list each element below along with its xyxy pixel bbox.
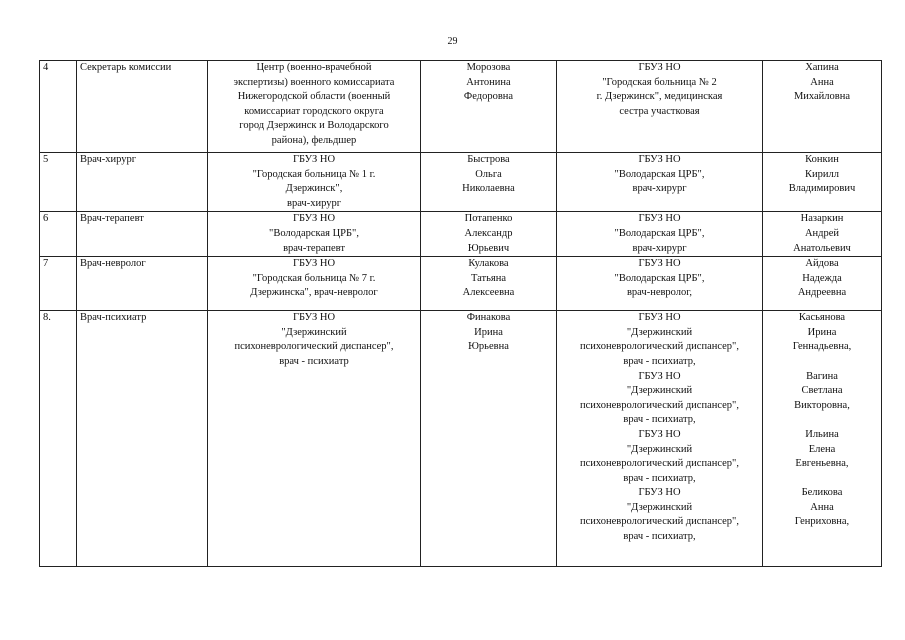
cell-line: Владимирович <box>788 183 856 195</box>
cell-line: Ирина <box>807 326 837 338</box>
cell-line: Михайловна <box>793 91 851 103</box>
cell-line: Касьянова <box>798 312 846 324</box>
cell-line: Николаевна <box>462 183 515 195</box>
cell-text: Врач-психиатр <box>80 312 147 324</box>
cell-line: Дзержинск", <box>285 183 343 195</box>
cell-line <box>766 413 878 428</box>
primary-organization-cell <box>208 257 421 311</box>
cell-line: Ирина <box>474 326 503 338</box>
cell-line: Светлана <box>801 385 843 397</box>
cell-line: ГБУЗ НО <box>638 312 681 324</box>
cell-line: Алексеевна <box>462 287 515 299</box>
table-row <box>40 257 882 311</box>
primary-organization-cell <box>208 311 421 567</box>
primary-member-cell <box>421 257 557 311</box>
cell-line: ГБУЗ НО <box>292 154 336 165</box>
cell-line: Финакова <box>466 312 511 324</box>
cell-line: ГБУЗ НО <box>638 213 681 225</box>
cell-line: Генриховна, <box>794 516 850 528</box>
cell-line: психоневрологический диспансер", <box>580 516 739 528</box>
cell-line: Александр <box>464 227 513 239</box>
primary-member-cell <box>421 311 557 567</box>
primary-member-cell <box>421 61 557 153</box>
cell-line: Конкин <box>805 154 839 165</box>
cell-line: Андреевна <box>797 287 847 299</box>
cell-line: "Володарская ЦРБ", <box>269 227 359 239</box>
cell-line: врач-невролог, <box>626 287 693 299</box>
table-row <box>40 311 882 567</box>
cell-line: ГБУЗ НО <box>638 62 681 73</box>
cell-line: Айдова <box>805 258 839 270</box>
table-row <box>40 212 882 257</box>
position-cell <box>77 61 208 153</box>
cell-line: "Дзержинский <box>626 326 693 338</box>
cell-line: "Дзержинский <box>626 385 693 397</box>
cell-line: "Володарская ЦРБ", <box>614 168 705 180</box>
cell-line: экспертизы) военного комиссариата <box>233 76 395 88</box>
position-cell <box>77 212 208 257</box>
table-row <box>40 61 882 153</box>
cell-line: "Володарская ЦРБ", <box>614 272 705 284</box>
cell-line: Ильина <box>805 428 839 440</box>
cell-line: Федоровна <box>463 91 514 103</box>
cell-line: Андрей <box>804 227 840 239</box>
position-cell <box>77 257 208 311</box>
primary-organization-cell <box>208 61 421 153</box>
cell-text: 4 <box>43 62 49 73</box>
row-number <box>40 153 77 212</box>
cell-line: Морозова <box>466 62 511 73</box>
cell-line: Хапина <box>805 62 839 73</box>
cell-line: Анна <box>810 501 834 513</box>
cell-line: Юрьевич <box>467 242 510 254</box>
cell-text: 8. <box>43 312 51 324</box>
cell-line <box>766 472 878 487</box>
cell-line: врач - психиатр, <box>623 355 696 367</box>
cell-line: Дзержинска", врач-невролог <box>250 287 378 299</box>
cell-text: 6 <box>43 213 49 225</box>
position-cell <box>77 153 208 212</box>
cell-line: ГБУЗ НО <box>292 312 336 324</box>
cell-line: "Дзержинский <box>626 443 693 455</box>
cell-line <box>766 355 878 370</box>
cell-line: врач - психиатр <box>279 355 349 367</box>
cell-text: Врач-терапевт <box>80 213 144 225</box>
cell-line: района), фельдшер <box>271 134 357 146</box>
primary-member-cell <box>421 212 557 257</box>
cell-line: врач - психиатр, <box>623 472 696 484</box>
cell-line: "Дзержинский <box>281 326 347 338</box>
row-number <box>40 257 77 311</box>
cell-line: врач-терапевт <box>283 242 345 254</box>
reserve-member-cell <box>763 61 882 153</box>
reserve-organization-cell <box>557 153 763 212</box>
cell-line: врач-хирург <box>286 197 341 209</box>
reserve-organization-cell <box>557 61 763 153</box>
cell-line: Евгеньевна, <box>795 458 849 470</box>
cell-text: 7 <box>43 258 49 270</box>
cell-line: Елена <box>808 443 836 455</box>
cell-line: Центр (военно-врачебной <box>256 62 372 73</box>
cell-line: Юрьевна <box>468 341 509 353</box>
row-number <box>40 311 77 567</box>
cell-line: город Дзержинск и Володарского <box>239 120 389 132</box>
reserve-member-cell <box>763 257 882 311</box>
cell-line: Кирилл <box>805 168 839 180</box>
cell-line: врач - психиатр, <box>623 414 696 426</box>
cell-line: г. Дзержинск", медицинская <box>596 91 723 103</box>
cell-line: Потапенко <box>464 213 513 225</box>
row-number <box>40 212 77 257</box>
cell-line: психоневрологический диспансер", <box>580 458 739 470</box>
cell-line: психоневрологический диспансер", <box>234 341 394 353</box>
cell-line: Назаркин <box>800 213 844 225</box>
row-number <box>40 61 77 153</box>
cell-line: Татьяна <box>470 272 507 284</box>
page-number: 29 <box>447 36 458 47</box>
cell-line: "Володарская ЦРБ", <box>614 227 705 239</box>
cell-line: Анна <box>810 76 834 88</box>
cell-text: Врач-невролог <box>80 258 146 270</box>
cell-text: 5 <box>43 154 49 165</box>
table-row <box>40 153 882 212</box>
cell-line: ГБУЗ НО <box>638 258 681 270</box>
primary-organization-cell <box>208 212 421 257</box>
cell-line: комиссариат городского округа <box>244 105 384 117</box>
primary-member-cell <box>421 153 557 212</box>
cell-line: Кулакова <box>468 258 509 270</box>
cell-text: Врач-хирург <box>80 154 137 165</box>
cell-line: сестра участковая <box>619 105 700 117</box>
cell-line: "Дзержинский <box>626 501 693 513</box>
cell-line: психоневрологический диспансер", <box>580 341 739 353</box>
cell-line: Викторовна, <box>794 399 850 411</box>
reserve-organization-cell <box>557 212 763 257</box>
cell-line: врач-хирург <box>632 242 687 254</box>
cell-line: "Городская больница № 1 г. <box>252 168 376 180</box>
primary-organization-cell <box>208 153 421 212</box>
cell-line: ГБУЗ НО <box>638 428 681 440</box>
cell-line: Быстрова <box>467 154 510 165</box>
reserve-member-cell <box>763 153 882 212</box>
cell-line: Анатольевич <box>793 242 851 254</box>
cell-line: ГБУЗ НО <box>638 487 681 499</box>
cell-line: врач - психиатр, <box>623 531 696 543</box>
cell-line: Беликова <box>801 487 843 499</box>
cell-line: Надежда <box>802 272 842 284</box>
cell-line: "Городская больница № 7 г. <box>252 272 376 284</box>
cell-line: врач-хирург <box>632 183 687 195</box>
cell-line: Вагина <box>806 370 838 382</box>
cell-line: ГБУЗ НО <box>292 213 336 225</box>
reserve-member-cell <box>763 311 882 567</box>
position-cell <box>77 311 208 567</box>
commission-table <box>39 60 882 567</box>
cell-line: ГБУЗ НО <box>292 258 336 270</box>
reserve-organization-cell <box>557 311 763 567</box>
cell-line: Нижегородской области (военный <box>237 91 391 103</box>
cell-line: ГБУЗ НО <box>638 154 681 165</box>
cell-line: Геннадьевна, <box>792 341 852 353</box>
reserve-organization-cell <box>557 257 763 311</box>
cell-line: психоневрологический диспансер", <box>580 399 739 411</box>
cell-text: Секретарь комиссии <box>80 62 172 73</box>
cell-line: ГБУЗ НО <box>638 370 681 382</box>
reserve-member-cell <box>763 212 882 257</box>
cell-line: Ольга <box>475 168 502 180</box>
cell-line: "Городская больница № 2 <box>602 76 717 88</box>
cell-line: Антонина <box>466 76 511 88</box>
